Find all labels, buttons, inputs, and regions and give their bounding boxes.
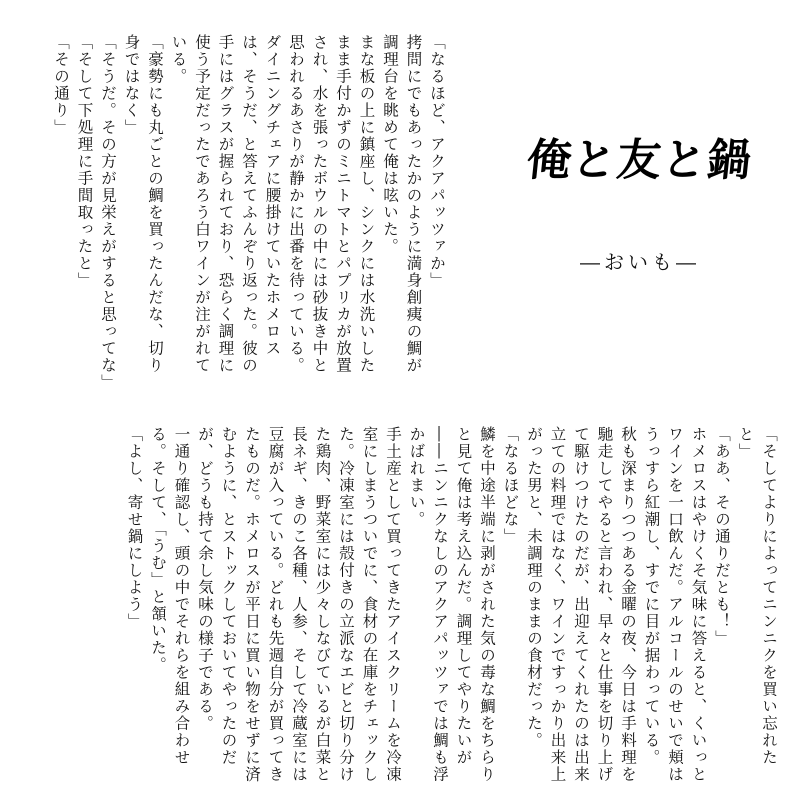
text-block-bottom	[122, 426, 780, 786]
paragraph: 「なるほど、アクアパッツァか」	[428, 34, 446, 289]
paragraph: 「そして下処理に手間取ったと」	[75, 34, 94, 289]
paragraph: 拷問にでもあったかのように満身創痍の鯛が調理台を眺めて俺は呟いた。	[381, 34, 423, 374]
paragraph: ホメロスはやけくそ気味に答えると、くいっとワインを一口飲んだ。アルコールのせいで頬はうっすら紅潮し、すでに目が据わっている。	[642, 426, 708, 783]
paragraph: まな板の上に鎮座し、シンクには水洗いしたまま手付かずのミニトマトとパプリカが放置され、水を張ったボウルの中には砂抜き中と思われるあさりが静かに出番を待っている。	[287, 34, 376, 374]
paragraph: 鱗を中途半端に剥がされた気の毒な鯛をちらりと見て俺は考え込んだ。調理してやりたいが――ニンニクなしのアクアパッツァでは鯛も浮かばれまい。	[407, 426, 496, 783]
paragraph: 「そしてよりによってニンニクを買い忘れたと」	[736, 426, 778, 766]
paragraph: 秋も深まりつつある金曜の夜、今日は手料理を馳走してやると言われ、早々と仕事を切り上げて駆けつけたのだが、出迎えてくれたのは出来立ての料理ではなく、ワインですっかり出来上がった男と、未調理のままの食材だった。	[525, 426, 637, 783]
paragraph: 「豪勢にも丸ごとの鯛を買ったんだな、切り身ではなく」	[122, 34, 164, 374]
paragraph: 「なるほどな」	[501, 426, 520, 545]
title-area	[500, 124, 780, 275]
text-block-top	[49, 34, 449, 391]
paragraph: ダイニングチェアに腰掛けていたホメロスは、そうだ、と答えてふんぞり返った。彼の手にはグラスが握られており、恐らく調理に使う予定だったであろう白ワインが注がれている。	[169, 34, 282, 374]
story-title: 俺と友と鍋	[524, 135, 755, 186]
paragraph: 「よし、寄せ鍋にしよう」	[125, 426, 144, 630]
paragraph: 「その通り」	[52, 34, 70, 136]
paragraph: 手土産として買ってきたアイスクリームを冷凍室にしまうついでに、食材の在庫をチェックした。冷凍室には殻付きの立派なエビと切り分けた鶏肉、野菜室には少々しなびているが白菜と長ネギ、きのこ各種、人参、そして冷蔵室には豆腐が入っている。どれも先週自分が買ってきたものだ。ホメロスが平日に買い物をせずに済むように、とストックしておいてやったのだが、どうも持て余し気味の様子である。	[196, 426, 402, 783]
paragraph: 「そうだ。その方が見栄えがすると思ってな」	[99, 34, 117, 391]
author-name: ―おいも―	[580, 250, 700, 274]
paragraph: 一通り確認し、頭の中でそれらを組み合わせる。そして、「うむ」と頷いた。	[149, 426, 191, 766]
paragraph: 「ああ、その通りだとも！」	[713, 426, 731, 647]
